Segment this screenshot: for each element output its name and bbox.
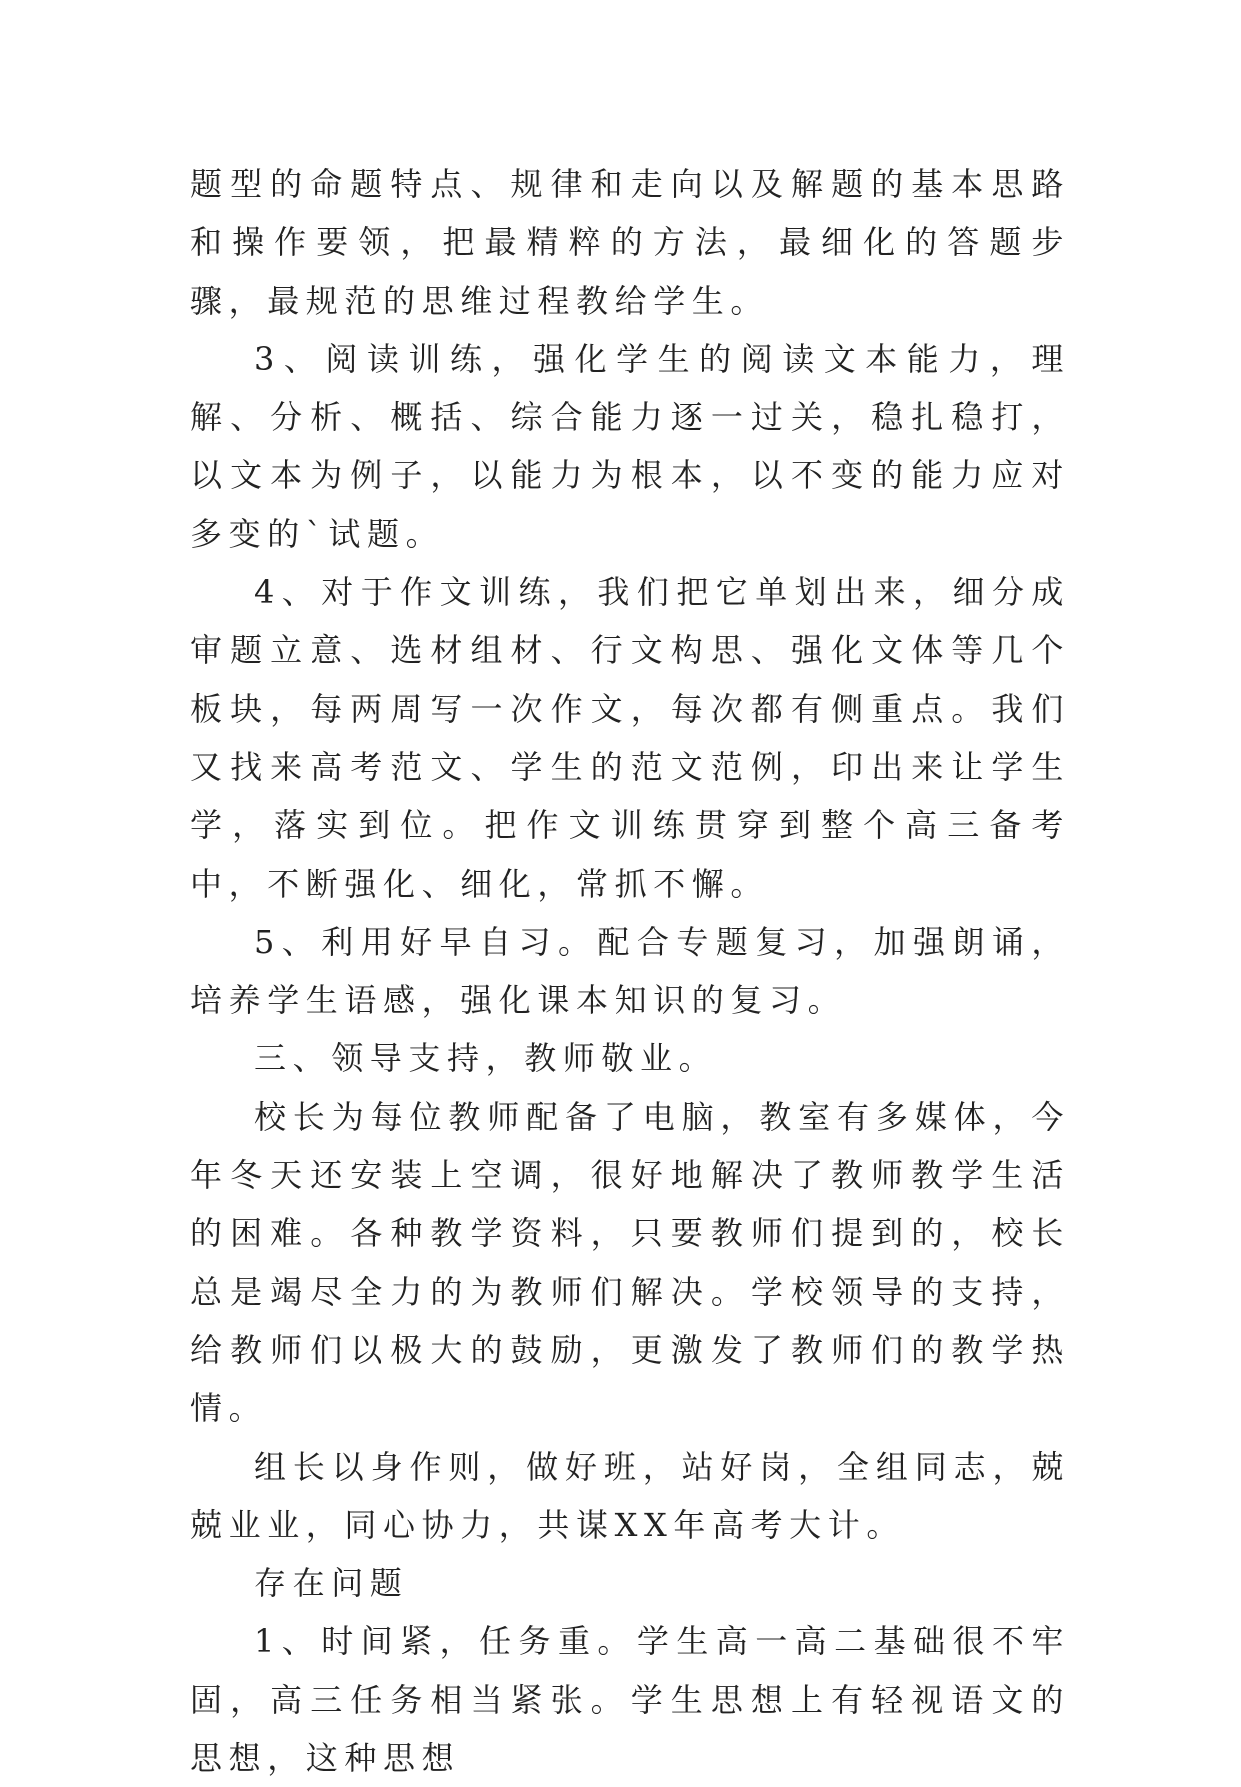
paragraph-reading-training: 3、阅读训练，强化学生的阅读文本能力，理解、分析、概括、综合能力逐一过关，稳扎稳打，以文本为例子，以能力为根本，以不变的能力应对多变的`试题。: [190, 339, 1070, 553]
paragraph-continuation: 题型的命题特点、规律和走向以及解题的基本思路和操作要领，把最精粹的方法，最细化的答题步骤，最规范的思维过程教给学生。: [190, 165, 1070, 320]
paragraph-problem-one: 1、时间紧，任务重。学生高一高二基础很不牢固，高三任务相当紧张。学生思想上有轻视语文的思想，这种思想: [190, 1622, 1070, 1778]
paragraph-writing-training: 4、对于作文训练，我们把它单划出来，细分成审题立意、选材组材、行文构思、强化文体等几个板块，每两周写一次作文，每次都有侧重点。我们又找来高考范文、学生的范文范例，印出来让学生学，落实到位。把作文训练贯穿到整个高三备考中，不断强化、细化，常抓不懈。: [190, 573, 1070, 903]
section-heading-problems: 存在问题: [254, 1564, 409, 1603]
document-body: [190, 155, 1070, 1787]
paragraph-group-leader: 组长以身作则，做好班，站好岗，全组同志，兢兢业业，同心协力，共谋XX年高考大计。: [190, 1447, 1070, 1544]
section-heading-three: 三、领导支持，教师敬业。: [254, 1039, 718, 1078]
paragraph-principal-support: 校长为每位教师配备了电脑，教室有多媒体，今年冬天还安装上空调，很好地解决了教师教学生活的困难。各种教学资料，只要教师们提到的，校长总是竭尽全力的为教师们解决。学校领导的支持，给教师们以极大的鼓励，更激发了教师们的教学热情。: [190, 1097, 1070, 1428]
paragraph-morning-study: 5、利用好早自习。配合专题复习，加强朗诵，培养学生语感，强化课本知识的复习。: [190, 922, 1070, 1020]
